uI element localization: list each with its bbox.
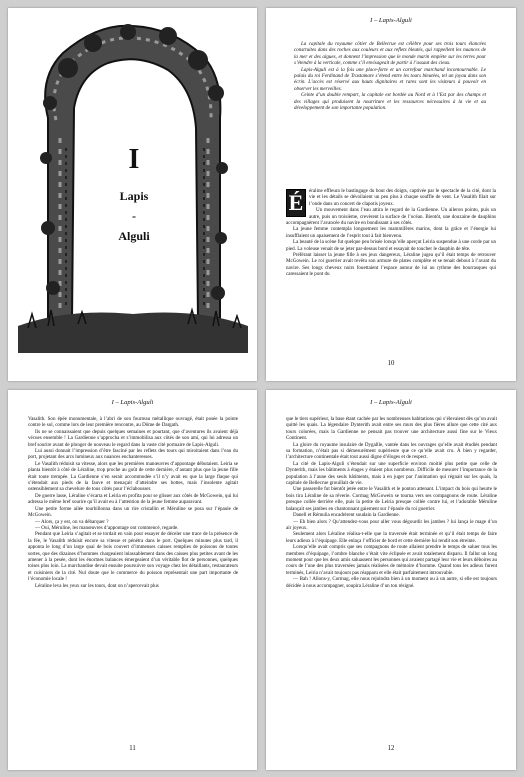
- paragraph: La beauté de la scène fut quelque peu brisée lorsqu’elle aperçut Leiria suspendue à une corde par un pied. La voleuse venait de se jeter par-dessus bord et essayait de toucher le dauphin de tête.: [286, 239, 496, 252]
- paragraph: Danell et Rémulia encadrèrent soudain la Gardienne.: [293, 512, 400, 519]
- chapter-title-line: -: [132, 209, 136, 223]
- page-number: 11: [129, 745, 136, 752]
- paragraph: Préférant laisser la jeune fille à ses jeux dangereux, Léraline jugea qu’il était temps de retrouver McGowein. Le roi guerrier avait revêtu son armure de plates complète et se tenait debout à l’avant du navire. Ses longs cheveux noirs fouettaient l’espace autour de lui au rythme des bourrasques qui caressaient le pont du: [286, 252, 496, 278]
- paragraph: De guerre lasse, Léraline s’écarta et Leiria en profita pour se glisser aux côtés de McGowein, qui lui adressa le même bref sourire qu’il avait eu à l’attention de la jeune femme auparavant.: [28, 492, 238, 506]
- dropcap: É: [286, 189, 306, 217]
- page-10: [266, 8, 516, 381]
- paragraph: Léraline leva les yeux sur les tours, dont on n’apercevait plus: [35, 582, 159, 589]
- intro-paragraph: La capitale du royaume côtier de Bellecrue est célèbre pour ses trois tours élancées construites dans des roches aux couleurs et aux reflets bleutés, qui rappellent les nuances de la mer et des algues, et donnent l’impression que le monde marin empiète sur les terres pour s’étendre à la verticale, comme s’il envisageait de partir à l’assaut des cieux.: [294, 41, 486, 67]
- paragraph: La gloire du royaume insulaire de Dygallle, vantée dans les ouvrages qu’elle avait étudiés pendant sa formation, n’était pas si démesurément supérieure que ce qu’elle avait cru. À bien y regarder, l’architecture continentale était tout aussi digne d’éloges et de respect.: [286, 441, 497, 461]
- running-header: I – Lapis-Alguli: [370, 399, 412, 406]
- paragraph: que le tiers supérieur, la base étant cachée par les nombreuses habitations qui s’élevaient dès qu’on avait quitté les quais. La légendaire Dynterith avait entre ses murs des plus fières allure que cette cité aux tours colorées, mais la Gardienne ne pensait pas trouver une architecture aussi fine sur le Vieux Continent.: [286, 416, 497, 442]
- page-11: [8, 390, 257, 770]
- chapter-number: I: [128, 144, 140, 175]
- paragraph: La jeune femme contempla longuement les mammifères marins, dont la grâce et l’énergie lui insufflaient un apaisement de l’esprit tout à fait bienvenu.: [286, 226, 496, 239]
- paragraph: La cité de Lapis-Alguli s’étendait sur une superficie environ moitié plus petite que celle de Dynterith, mais les bâtiments à étages y étaient plus nombreux. Difficile de mesurer l’importance de la population à l’aune des seuls bâtiments, mais à en juger par l’animation qui régnait sur les quais, la capitale de Bellecrue grouillait de vie.: [286, 460, 497, 487]
- intro-paragraph: Ceinte d’un double rempart, la capitale est bordée au Nord et à l’Est par des champs et des villages qui produisent la nourriture et les ressources nécessaires à la vie et au développement de son importante population.: [294, 92, 486, 112]
- intro-paragraph: Lapis-Alguli est à la fois une place-forte et un carrefour marchand incontournable. Le palais du roi Ferdinand de Trastamare s’étend entre les tours bleutées, tel un joyau dans son écrin. L’accès est réservé aux hauts dignitaires et rares sont les visiteurs à pouvoir en observer les merveilles.: [294, 66, 486, 92]
- chapter-title-line: Lapis: [119, 189, 149, 203]
- paragraph: Un mouvement dans l’eau attira le regard de la Gardienne. Un aileron pointu, puis un autre, puis un troisième, crevèrent la surface de l’océan. Bientôt, une douzaine de dauphins accompagnèrent l’avancée du navire en bondissant à ses côtés.: [286, 207, 496, 227]
- body-text: [286, 416, 497, 589]
- paragraph: — Eh bien alors ? Qu’attendez-vous pour aller vous dégourdir les jambes ? lui lança le mage d’un air joyeux.: [286, 518, 497, 531]
- paragraph: — Oui, Méruline, les manœuvres d’appontage ont commencé, regarde.: [35, 524, 179, 531]
- paragraph: Le Vasalith réduisit sa vitesse, alors que les premières manœuvres d’appontage débutaient. Leiria se planta bientôt à côté de Léraline, trop proche au goût de cette dernière, d’autant plus que la jeune fille était toute trempée. La Gardienne s’en serait accommodée s’il n’y avait eu que la large flaque qui s’étendait aux pieds de la fauve et menaçait d’atteindre ses bottes, mais l’insolente agitait ostensiblement sa chevelure de tous côtés pour l’éclabousser.: [28, 460, 238, 493]
- paragraph: éraline effleura le bastingage du bout des doigts, captivée par le spectacle de la cité, dont la vie et les détails se dévoilaient un peu plus à chaque souffle de vent. Le Vasalith filait sur l’onde dans un concert de clapotis joyeux.: [309, 188, 496, 207]
- paragraph: — Alors, ça y est, on va débarquer ?: [35, 518, 109, 525]
- body-text: [28, 416, 238, 589]
- paragraph: Ils ne se connaissaient que depuis quelques semaines et pourtant, que d’aventures ils avaient déjà vécues ensemble ! La Gardienne s’approcha et s’immobilisa aux côtés de son ami, qui lui adressa un bref sourire avant de plonger de nouveau le regard dans la vaste cité portuaire de Lapis-Alguli.: [28, 428, 238, 448]
- paragraph: Une passerelle fut bientôt jetée entre le Vasalith et le ponton attenant. L’impact du bois qui heurte le bois tira Léraline de sa rêverie. Cormag McGowein se tourna vers ses compagnons de route. Léraline presque collée derrière elle, puis la petite de Leiria presque collée contre lui, et l’adorable Méruline balançait ses jambes en chantonnant gaiement sur l’épaule du roi guerrier.: [286, 486, 497, 512]
- paragraph: — Bah ! Allons-y, Cormag, elle nous rejoindra bien à un moment ou à un autre, si elle est toujours décidée à nous accompagner, soupira Léraline d’un ton résigné.: [286, 576, 497, 589]
- chapter-title: [108, 186, 160, 246]
- paragraph: Une petite forme ailée tourbillonna dans un rire cristallin et Méruline se posa sur l’épaule de McGowein.: [28, 505, 238, 519]
- page-12: [266, 390, 516, 770]
- page-10-left-illustration: [8, 8, 257, 381]
- page-number: 10: [387, 360, 395, 367]
- page-number: 12: [387, 745, 395, 752]
- chapter-title-line: Alguli: [118, 229, 150, 243]
- chapter-intro: [294, 41, 486, 111]
- paragraph: Lorsqu’elle avait compris que ses compagnons de route allaient prendre le temps de saluer tous les membres d’équipage, l’ombre blanche s’était vite éclipsée et avait totalement disparu. Il fallut un long moment pour que les deux amis saluassent les personnes qui avaient partagé leur vie et leurs déboires au cours de l’une des plus traversées jamais réalisées de mémoire d’homme. Quand tous les adieux furent terminés, Leiria n’avait toujours pas réapparu et elle était parfaitement introuvable.: [286, 544, 497, 576]
- paragraph: Seulement alors Léraline réalisa-t-elle que la traversée était terminée et qu’il était temps de faire leurs adieux à l’équipage. Elle enlaça l’officier de bord et cette dernière lui rendit son étreinte.: [286, 531, 497, 544]
- running-header: I – Lapis-Alguli: [111, 399, 154, 406]
- body-text: [286, 188, 496, 278]
- paragraph: Vasalith. Son épée monumentale, à l’abri de son fourreau métallique ouvragé, était posée la pointe contre le sol, comme lors de leur première rencontre, au Dôme de Dargath.: [28, 416, 238, 429]
- running-header: I – Lapis-Alguli: [370, 17, 412, 24]
- paragraph: Pendant que Leiria s’agitait et se tordait en vain pour essayer de déceler une trace de la présence de la fée, le Vasalith réduisit encore sa vitesse et pénétra dans le port. Quelques minutes plus tard, il apponta le long d’un large quai de bois couvert d’immenses caisses remplies de poissons de toutes sortes, que des dizaines d’hommes chargeaient inlassablement dans des caisses plus petites avant de les amener à la pesée, dont les énormes balances émergeaient d’un véritable flot de personnes, quelques toises plus loin. La marchandise devait ensuite poursuivre son voyage chez les détaillants, restaurateurs et cuisiniers de la cité. Nul doute que le commerce du poisson représentait une part importante de l’économie locale !: [28, 531, 238, 583]
- paragraph: Lui aussi donnait l’impression d’être fasciné par les reflets des tours qui miroitaient dans l’eau du port, projetant des arcs lumineux aux nuances enchanteresses.: [28, 448, 238, 461]
